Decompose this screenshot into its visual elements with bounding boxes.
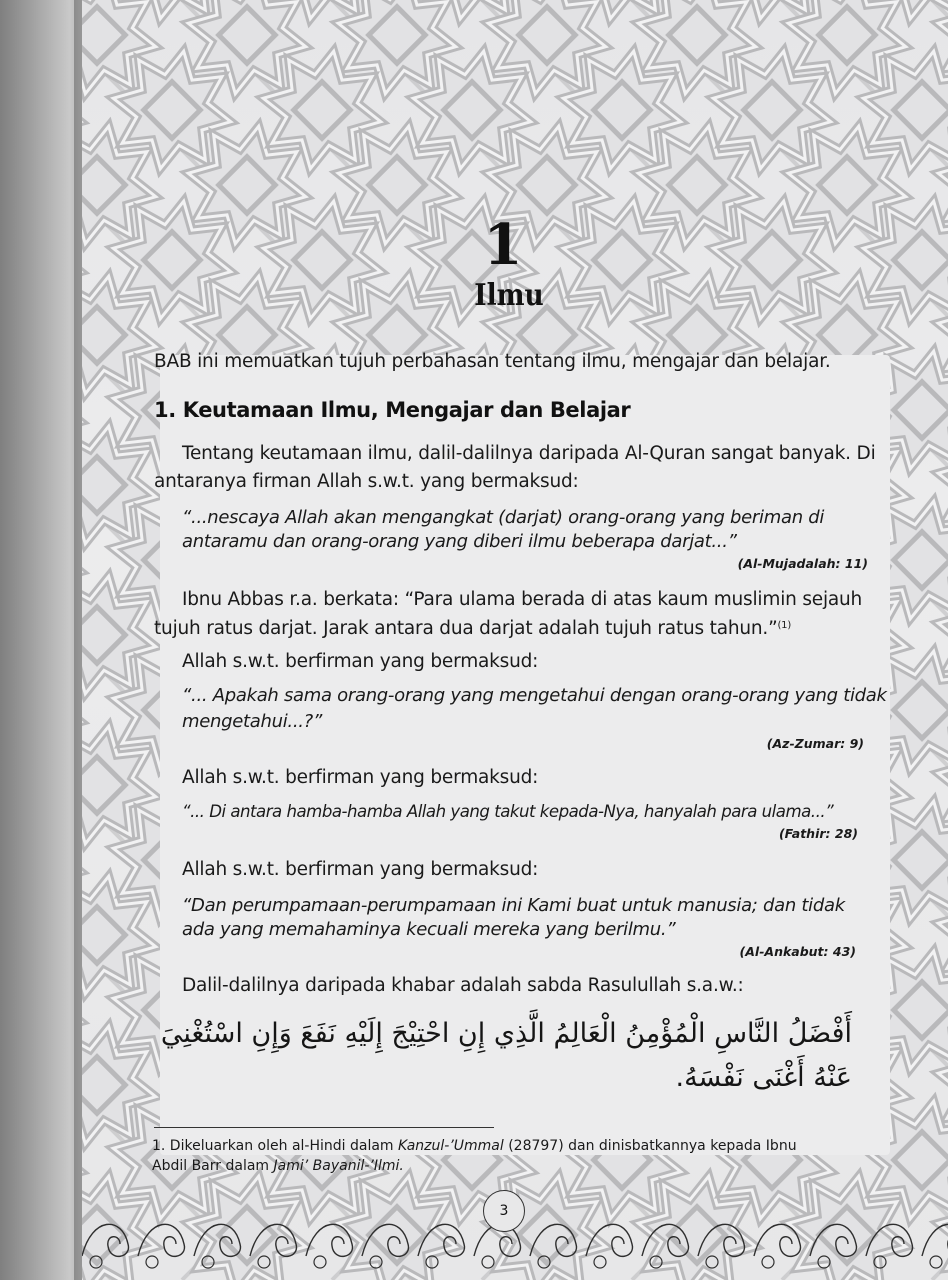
paragraph-text: tujuh ratus darjat. Jarak antara dua darjat adalah tujuh ratus tahun.” [154,618,778,639]
chapter-title: Ilmu [474,278,544,313]
paragraph-line [154,612,791,643]
footnote-text: (28797) dan dinisbatkannya kepada Ibnu [503,1138,797,1154]
arabic-hadith-line: أَفْضَلُ النَّاسِ الْمُؤْمِنُ الْعَالِمُ الَّذِي إِنِ احْتِيْجَ إِلَيْهِ نَفَعَ وَإِنِ اسْتُغْنِيَ [160,1018,852,1049]
footnote-text: 1. Dikeluarkan oleh al-Hindi dalam [152,1138,399,1154]
chapter-number: 1 [483,212,523,278]
quote-line: “... Apakah sama orang-orang yang mengetahui dengan orang-orang yang tidak [182,685,887,706]
intro-text: BAB ini memuatkan tujuh perbahasan tentang ilmu, mengajar dan belajar. [154,351,831,372]
section-heading: 1. Keutamaan Ilmu, Mengajar dan Belajar [154,398,631,422]
quote-line: mengetahui...?” [182,711,322,732]
footnote-divider [154,1127,494,1128]
footnote-text: Abdil Barr dalam [152,1158,274,1174]
quote-line: “Dan perumpamaan-perumpamaan ini Kami buat untuk manusia; dan tidak [182,895,845,916]
quote-reference: (Al-Ankabut: 43) [739,944,856,959]
quote-reference: (Az-Zumar: 9) [766,736,864,751]
footnote-source-title: Kanzul-’Ummal [398,1138,504,1154]
paragraph-line: Dalil-dalilnya daripada khabar adalah sabda Rasulullah s.a.w.: [182,975,744,996]
paragraph-line: Tentang keutamaan ilmu, dalil-dalilnya daripada Al-Quran sangat banyak. Di [182,443,876,464]
quote-line: ada yang memahaminya kecuali mereka yang berilmu.” [182,919,676,940]
footnote-source-title: Jami’ Bayanil-’Ilmi. [273,1158,404,1174]
book-page [82,0,948,1280]
quote-line: “... Di antara hamba-hamba Allah yang takut kepada-Nya, hanyalah para ulama...” [182,802,834,821]
quote-line: “...nescaya Allah akan mengangkat (darjat) orang-orang yang beriman di [182,507,825,528]
footnote-marker: (1) [777,620,792,631]
arabic-hadith-line: عَنْهُ أَغْنَى نَفْسَهُ. [675,1062,852,1093]
footnote [152,1136,872,1176]
paragraph-line: Ibnu Abbas r.a. berkata: “Para ulama berada di atas kaum muslimin sejauh [182,589,863,610]
quote-reference: (Fathir: 28) [778,826,858,841]
paragraph-line: Allah s.w.t. berfirman yang bermaksud: [182,651,539,672]
page-number: 3 [483,1190,525,1232]
quote-reference: (Al-Mujadalah: 11) [737,556,868,571]
paragraph-line: Allah s.w.t. berfirman yang bermaksud: [182,859,539,880]
facing-page-edge [0,0,82,1280]
paragraph-line: antaranya firman Allah s.w.t. yang bermaksud: [154,471,579,492]
paragraph-line: Allah s.w.t. berfirman yang bermaksud: [182,767,539,788]
quote-line: antaramu dan orang-orang yang diberi ilmu beberapa darjat...” [182,531,737,552]
